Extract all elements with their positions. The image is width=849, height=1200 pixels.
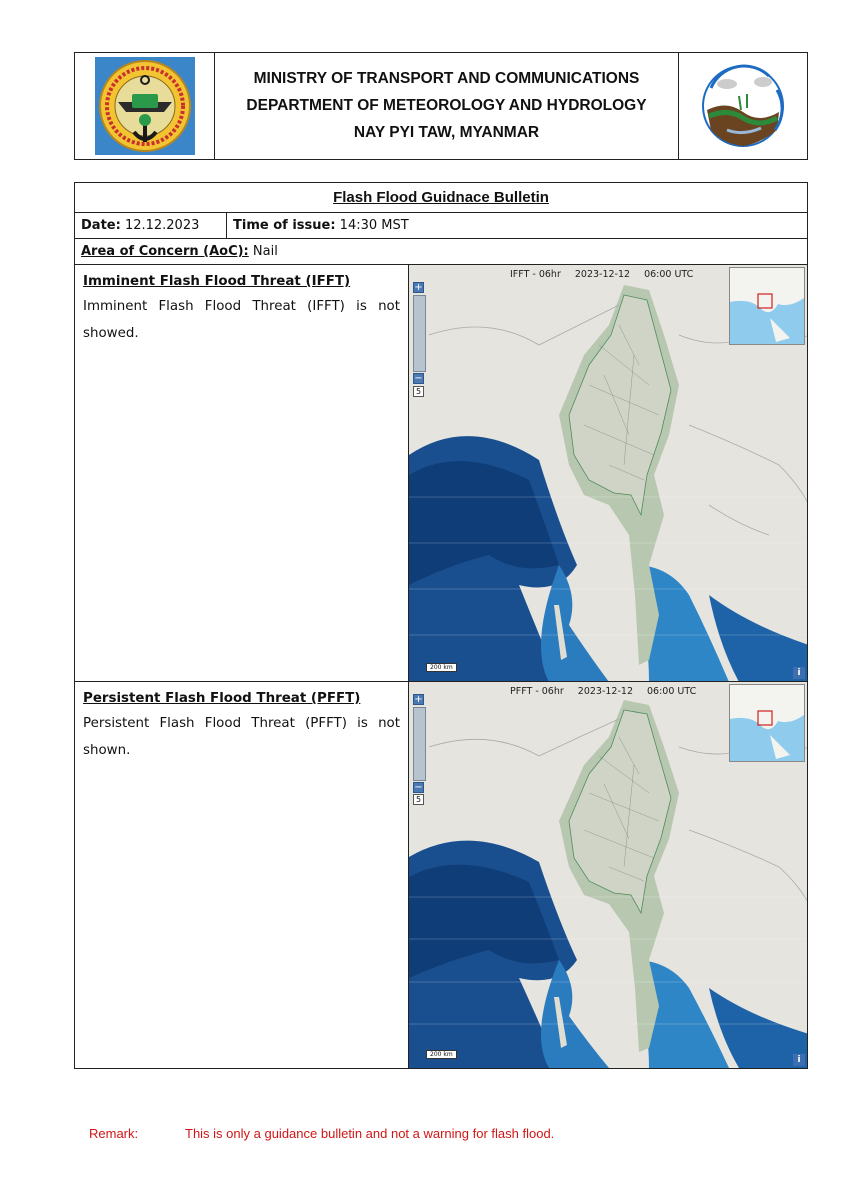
ifft-map-date: 2023-12-12 <box>574 269 631 280</box>
ifft-overview-inset[interactable] <box>729 267 805 345</box>
pfft-map-caption <box>510 686 696 697</box>
zoom-out-button[interactable]: − <box>414 782 423 793</box>
aoc-row <box>75 239 807 265</box>
hydrology-cycle-icon <box>697 60 789 152</box>
location-name: NAY PYI TAW, MYANMAR <box>353 124 540 141</box>
remark-text: This is only a guidance bulletin and not a warning for flash flood. <box>185 1126 555 1141</box>
pfft-description <box>75 682 409 1068</box>
pfft-overview-inset[interactable] <box>729 684 805 762</box>
bulletin-table <box>74 182 808 1069</box>
department-name: DEPARTMENT OF METEOROLOGY AND HYDROLOGY <box>246 97 647 114</box>
zoom-slider[interactable] <box>413 295 426 372</box>
ifft-map-product: IFFT - 06hr <box>510 269 561 280</box>
dmh-logo-cell <box>678 53 807 159</box>
pfft-text: Persistent Flash Flood Threat (PFFT) is not shown. <box>83 716 400 758</box>
letterhead <box>74 52 808 160</box>
pfft-heading: Persistent Flash Flood Threat (PFFT) <box>83 691 361 706</box>
aoc-label: Area of Concern (AoC): <box>81 244 249 259</box>
zoom-out-button[interactable]: − <box>414 373 423 384</box>
zoom-in-button[interactable]: + <box>414 282 423 293</box>
pfft-scale-bar: 200 km <box>426 1050 457 1059</box>
date-cell <box>75 213 227 238</box>
ifft-map[interactable] <box>409 265 807 681</box>
ifft-map-caption <box>510 269 693 280</box>
overview-map-icon <box>730 268 804 344</box>
zoom-in-button[interactable]: + <box>414 694 423 705</box>
aoc-value: Nail <box>252 244 278 259</box>
ifft-heading: Imminent Flash Flood Threat (IFFT) <box>83 274 351 289</box>
ministry-name: MINISTRY OF TRANSPORT AND COMMUNICATIONS <box>253 70 640 87</box>
pfft-section <box>75 682 807 1068</box>
pfft-map-date: 2023-12-12 <box>577 686 633 697</box>
ifft-description <box>75 265 409 681</box>
overview-map-icon <box>730 685 804 761</box>
ifft-map-time: 06:00 UTC <box>644 269 694 280</box>
ministry-title-block <box>215 53 678 159</box>
pfft-map-product: PFFT - 06hr <box>510 686 564 697</box>
ifft-text: Imminent Flash Flood Threat (IFFT) is not showed. <box>83 299 400 341</box>
ifft-section <box>75 265 807 682</box>
zoom-slider[interactable] <box>413 707 426 781</box>
time-cell <box>227 213 807 238</box>
zoom-level-indicator: 5 <box>413 386 424 397</box>
date-value: 12.12.2023 <box>124 218 200 233</box>
ministry-logo-cell <box>75 53 215 159</box>
pfft-map[interactable] <box>409 682 807 1068</box>
bulletin-meta-row <box>75 213 807 239</box>
time-value: 14:30 MST <box>339 218 409 233</box>
ifft-scale-bar: 200 km <box>426 663 457 672</box>
remark-line <box>89 1126 554 1141</box>
ifft-info-icon[interactable]: i <box>793 667 805 679</box>
bulletin-title: Flash Flood Guidnace Bulletin <box>75 183 807 213</box>
pfft-map-time: 06:00 UTC <box>647 686 697 697</box>
pfft-info-icon[interactable]: i <box>793 1054 805 1066</box>
ministry-emblem-icon <box>94 56 196 156</box>
time-label: Time of issue: <box>233 218 336 233</box>
remark-label: Remark: <box>89 1126 139 1141</box>
zoom-level-indicator: 5 <box>413 794 424 805</box>
date-label: Date: <box>81 218 121 233</box>
